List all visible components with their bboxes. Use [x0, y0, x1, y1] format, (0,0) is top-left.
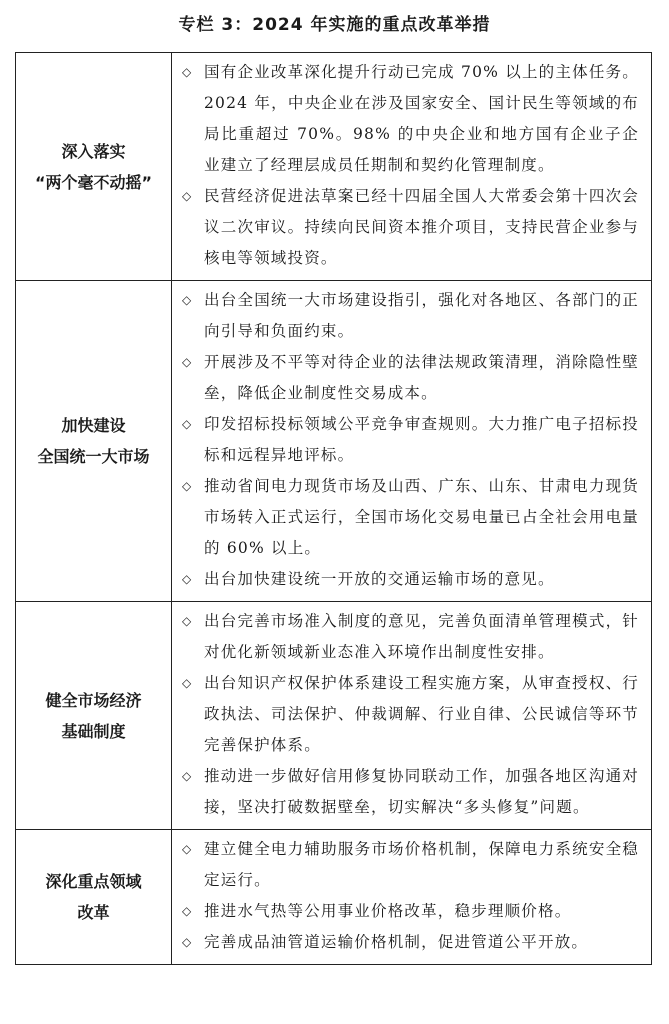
diamond-bullet-icon: ◇	[182, 572, 192, 586]
list-item	[182, 181, 639, 274]
measure-text: 建立健全电力辅助服务市场价格机制，保障电力系统安全稳定运行。	[204, 840, 639, 889]
list-item	[182, 471, 639, 564]
measures-cell	[172, 281, 652, 602]
diamond-bullet-icon: ◇	[182, 65, 192, 79]
list-item	[182, 668, 639, 761]
table-row	[16, 602, 652, 830]
category-label: 深化重点领域	[45, 872, 142, 891]
measure-text: 出台全国统一大市场建设指引，强化对各地区、各部门的正向引导和负面约束。	[204, 291, 639, 340]
diamond-bullet-icon: ◇	[182, 842, 192, 856]
diamond-bullet-icon: ◇	[182, 769, 192, 783]
diamond-bullet-icon: ◇	[182, 417, 192, 431]
measures-cell	[172, 53, 652, 281]
table-row	[16, 53, 652, 281]
list-item	[182, 834, 639, 896]
diamond-bullet-icon: ◇	[182, 935, 192, 949]
list-item	[182, 564, 639, 595]
measure-text: 完善成品油管道运输价格机制，促进管道公平开放。	[204, 933, 589, 951]
measures-cell	[172, 602, 652, 830]
measure-text: 推动进一步做好信用修复协同联动工作，加强各地区沟通对接，坚决打破数据壁垒，切实解决“多头修复”问题。	[204, 767, 639, 816]
diamond-bullet-icon: ◇	[182, 904, 192, 918]
category-cell	[16, 53, 172, 281]
list-item	[182, 409, 639, 471]
measure-text: 出台知识产权保护体系建设工程实施方案，从审查授权、行政执法、司法保护、仲裁调解、行业自律、公民诚信等环节完善保护体系。	[204, 674, 639, 754]
category-cell	[16, 602, 172, 830]
list-item	[182, 347, 639, 409]
diamond-bullet-icon: ◇	[182, 614, 192, 628]
category-label: 深入落实	[61, 141, 126, 161]
measure-text: 印发招标投标领域公平竞争审查规则。大力推广电子招标投标和远程异地评标。	[204, 415, 639, 464]
list-item	[182, 927, 639, 958]
category-cell	[16, 281, 172, 602]
list-item	[182, 761, 639, 823]
list-item	[182, 606, 639, 668]
category-label: “两个毫不动摇”	[34, 172, 153, 192]
table-row	[16, 281, 652, 602]
diamond-bullet-icon: ◇	[182, 676, 192, 690]
measure-text: 国有企业改革深化提升行动已完成 70% 以上的主体任务。2024 年，中央企业在涉及国家安全、国计民生等领域的布局比重超过 70%。98% 的中央企业和地方国有企业子企业建立了经理层成员任期制和契约化管理制度。	[204, 63, 639, 174]
category-label: 健全市场经济	[45, 690, 142, 710]
list-item	[182, 896, 639, 927]
measures-cell	[172, 830, 652, 965]
measure-text: 出台完善市场准入制度的意见，完善负面清单管理模式，针对优化新领域新业态准入环境作出制度性安排。	[204, 612, 639, 661]
diamond-bullet-icon: ◇	[182, 355, 192, 369]
diamond-bullet-icon: ◇	[182, 479, 192, 493]
category-label: 加快建设	[61, 416, 126, 435]
diamond-bullet-icon: ◇	[182, 189, 192, 203]
table-row	[16, 830, 652, 965]
category-label: 基础制度	[61, 721, 126, 741]
measure-text: 推进水气热等公用事业价格改革，稳步理顺价格。	[204, 902, 572, 920]
category-cell	[16, 830, 172, 965]
list-item	[182, 285, 639, 347]
box-title: 专栏 3：2024 年实施的重点改革举措	[178, 15, 491, 35]
category-label: 改革	[77, 903, 110, 922]
measure-text: 推动省间电力现货市场及山西、广东、山东、甘肃电力现货市场转入正式运行，全国市场化交易电量已占全社会用电量的 60% 以上。	[204, 477, 639, 557]
measure-text: 开展涉及不平等对待企业的法律法规政策清理，消除隐性壁垒，降低企业制度性交易成本。	[204, 353, 639, 402]
measure-text: 出台加快建设统一开放的交通运输市场的意见。	[204, 570, 555, 588]
reform-table	[15, 52, 652, 965]
diamond-bullet-icon: ◇	[182, 293, 192, 307]
list-item	[182, 57, 639, 181]
measure-text: 民营经济促进法草案已经十四届全国人大常委会第十四次会议二次审议。持续向民间资本推介项目，支持民营企业参与核电等领域投资。	[204, 187, 639, 267]
category-label: 全国统一大市场	[37, 447, 150, 466]
